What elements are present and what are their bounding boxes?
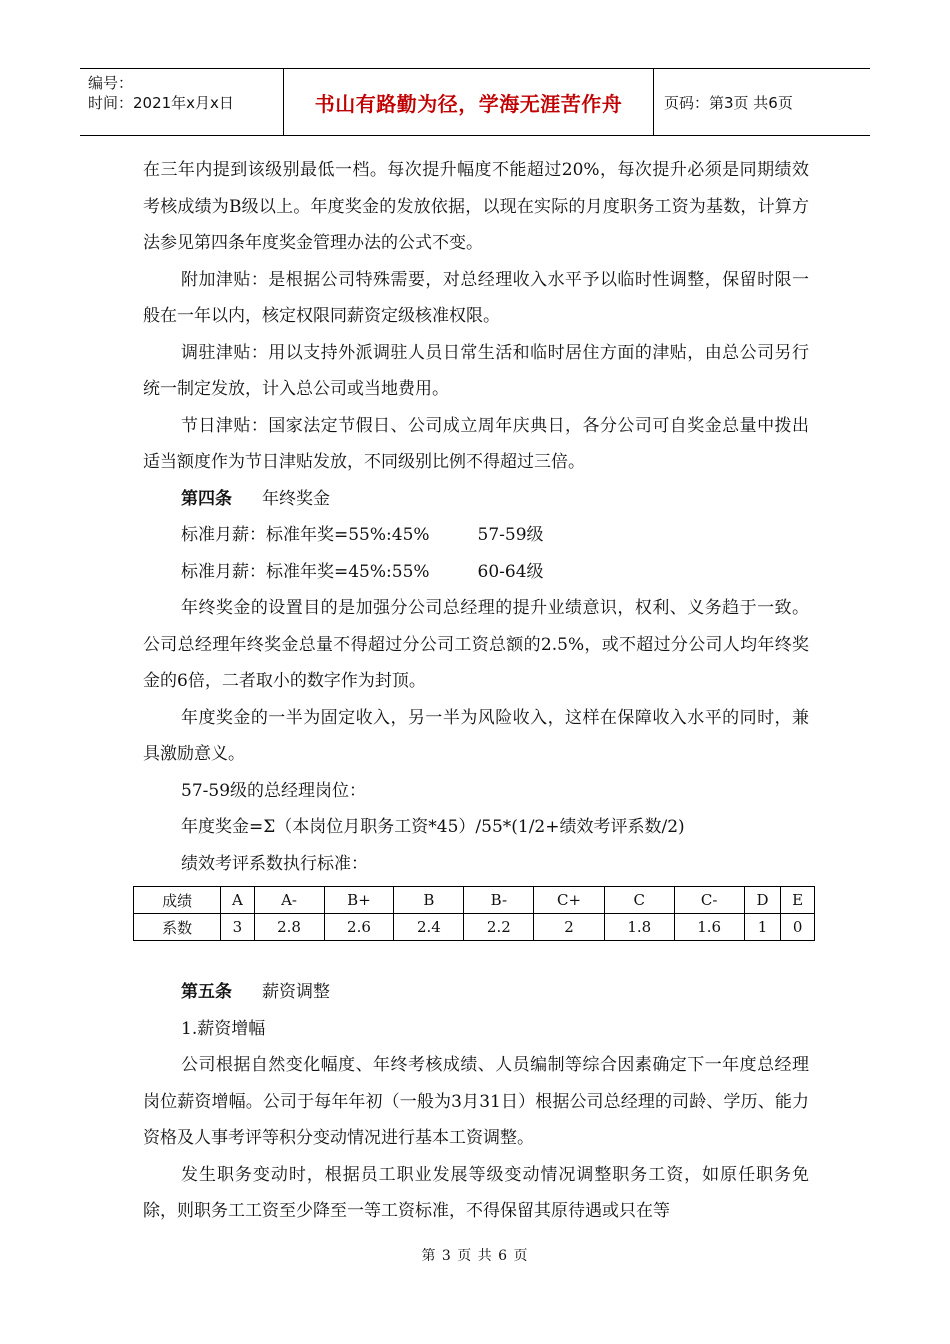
paragraph: 发生职务变动时，根据员工职业发展等级变动情况调整职务工资，如原任职务免除，则职务工工资至少降至一等工资标准，不得保留其原待遇或只在等 (143, 1164, 809, 1221)
paragraph: 调驻津贴：用以支持外派调驻人员日常生活和临时居住方面的津贴，由总公司另行统一制定发放，计入总公司或当地费用。 (143, 342, 809, 399)
paragraph: 节日津贴：国家法定节假日、公司成立周年庆典日，各分公司可自奖金总量中拨出适当额度作为节日津贴发放，不同级别比例不得超过三倍。 (143, 415, 809, 472)
article-name: 薪资调整 (262, 982, 330, 1002)
page-footer: 第 3 页 共 6 页 (421, 1248, 529, 1264)
table-cell: 3 (221, 914, 254, 941)
paragraph: 绩效考评系数执行标准： (181, 853, 368, 874)
table-cell: C- (674, 887, 744, 914)
document-body (143, 152, 809, 882)
paragraph: 年终奖金的设置目的是加强分公司总经理的提升业绩意识，权利、义务趋于一致。公司总经理年终奖金总量不得超过分公司工资总额的2.5%，或不超过分公司人均年终奖金的6倍，二者取小的数字作为封顶。 (143, 598, 809, 691)
table-cell: 1.6 (674, 914, 744, 941)
table-cell: 0 (781, 914, 815, 941)
header-motto: 书山有路勤为径，学海无涯苦作舟 (314, 91, 623, 116)
paragraph: 年度奖金的一半为固定收入，另一半为风险收入，这样在保障收入水平的同时，兼具激励意义。 (143, 707, 809, 764)
table-row (134, 887, 815, 914)
grade-text: 57-59级 (477, 525, 544, 545)
table-cell: 1 (744, 914, 781, 941)
ratio-text: 标准月薪：标准年奖=55%:45% (181, 525, 430, 545)
table-cell: D (744, 887, 781, 914)
paragraph: 57-59级的总经理岗位： (181, 780, 367, 801)
table-cell: 2 (534, 914, 604, 941)
table-cell: C+ (534, 887, 604, 914)
table-cell: A (221, 887, 254, 914)
table-row (134, 914, 815, 941)
table-cell: 2.2 (464, 914, 534, 941)
article-4-heading (143, 481, 809, 518)
table-cell: 系数 (134, 914, 221, 941)
table-cell: E (781, 887, 815, 914)
ratio-line (143, 554, 809, 591)
ratio-line (143, 517, 809, 554)
doc-date-label: 时间：2021年x月x日 (88, 94, 234, 112)
coefficient-table (133, 886, 815, 941)
table-cell: C (604, 887, 674, 914)
paragraph: 附加津贴：是根据公司特殊需要，对总经理收入水平予以临时性调整，保留时限一般在一年以内，核定权限同薪资定级核准权限。 (143, 269, 809, 326)
grade-text: 60-64级 (477, 561, 544, 582)
table-cell: 1.8 (604, 914, 674, 941)
article-name: 年终奖金 (262, 488, 330, 509)
header-page-label: 页码：第3页 共6页 (664, 93, 793, 112)
paragraph: 公司根据自然变化幅度、年终考核成绩、人员编制等综合因素确定下一年度总经理岗位薪资增幅。公司于每年年初（一般为3月31日）根据公司总经理的司龄、学历、能力资格及人事考评等积分变动情况进行基本工资调整。 (143, 1055, 809, 1148)
formula: 年度奖金=Σ（本岗位月职务工资*45）/55*(1/2+绩效考评系数/2) (181, 817, 685, 837)
article-5-heading (143, 974, 809, 1011)
table-cell: 2.4 (394, 914, 464, 941)
header-motto-cell (284, 69, 654, 135)
table-cell: 成绩 (134, 887, 221, 914)
subheading: 1.薪资增幅 (181, 1018, 266, 1039)
paragraph: 在三年内提到该级别最低一档。每次提升幅度不能超过20%，每次提升必须是同期绩效考核成绩为B级以上。年度奖金的发放依据，以现在实际的月度职务工资为基数，计算方法参见第四条年度奖金管理办法的公式不变。 (143, 160, 809, 253)
table-cell: B+ (324, 887, 394, 914)
document-body-continued (143, 974, 809, 1230)
table-cell: 2.8 (254, 914, 324, 941)
table-cell: 2.6 (324, 914, 394, 941)
table-cell: B- (464, 887, 534, 914)
article-number: 第四条 (181, 488, 232, 509)
table-cell: B (394, 887, 464, 914)
table-cell: A- (254, 887, 324, 914)
page-header (80, 68, 870, 136)
doc-number-label: 编号： (88, 74, 134, 92)
article-number: 第五条 (181, 982, 232, 1002)
header-info (80, 69, 284, 135)
ratio-text: 标准月薪：标准年奖=45%:55% (181, 561, 430, 582)
